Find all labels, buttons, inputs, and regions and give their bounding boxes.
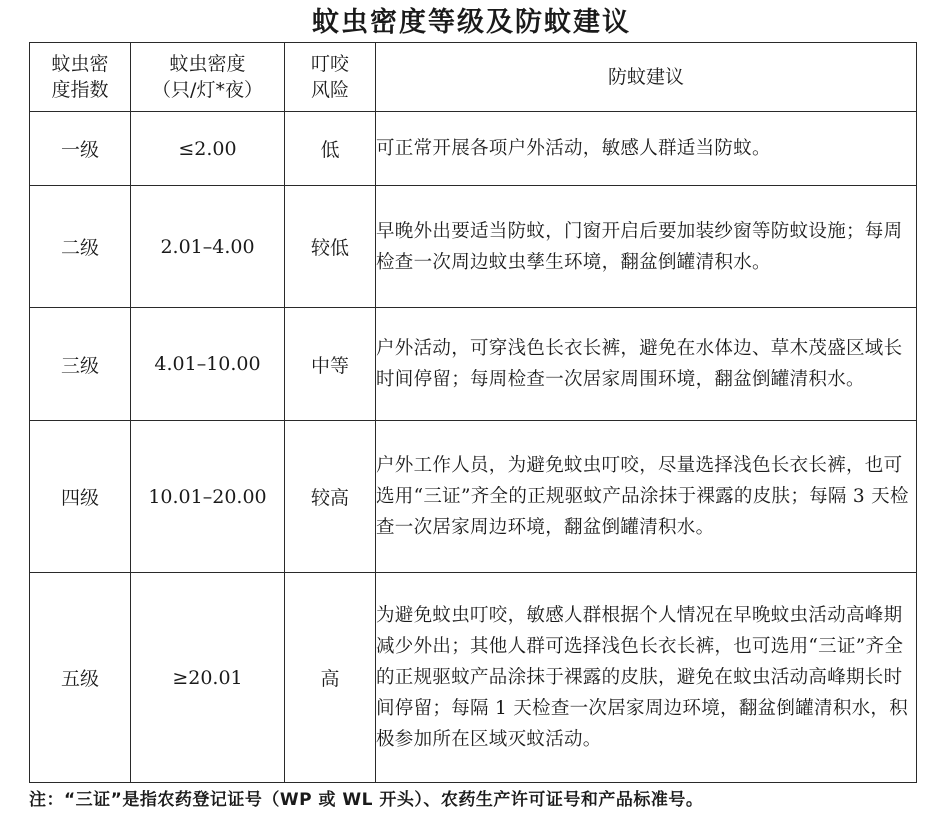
risk-cell: 中等	[285, 308, 376, 421]
header-density-value	[131, 43, 285, 112]
advice-cell: 户外工作人员，为避免蚊虫叮咬，尽量选择浅色长衣长裤，也可选用“三证”齐全的正规驱蚊产品涂抹于裸露的皮肤；每隔 3 天检查一次居家周边环境，翻盆倒罐清积水。	[376, 421, 917, 573]
header-bite-risk-line2: 风险	[310, 79, 349, 101]
risk-cell: 低	[285, 112, 376, 186]
table-row	[30, 573, 917, 783]
footnote: 注：“三证”是指农药登记证号（WP 或 WL 开头）、农药生产许可证号和产品标准号。	[29, 790, 704, 810]
density-cell: 10.01–20.00	[131, 421, 285, 573]
header-density-index-line1: 蚊虫密	[51, 53, 109, 75]
level-cell: 四级	[30, 421, 131, 573]
risk-cell: 较低	[285, 186, 376, 308]
header-advice	[376, 43, 917, 112]
advice-cell: 户外活动，可穿浅色长衣长裤，避免在水体边、草木茂盛区域长时间停留；每周检查一次居家周围环境，翻盆倒罐清积水。	[376, 308, 917, 421]
page-title: 蚊虫密度等级及防蚊建议	[312, 7, 631, 38]
density-cell: 2.01–4.00	[131, 186, 285, 308]
level-cell: 二级	[30, 186, 131, 308]
risk-cell: 高	[285, 573, 376, 783]
level-cell: 一级	[30, 112, 131, 186]
header-density-index	[30, 43, 131, 112]
table-header-row	[30, 43, 917, 112]
advice-cell: 早晚外出要适当防蚊，门窗开启后要加装纱窗等防蚊设施；每周检查一次周边蚊虫孳生环境，翻盆倒罐清积水。	[376, 186, 917, 308]
table-row	[30, 186, 917, 308]
header-density-value-line2: （只/灯*夜）	[152, 79, 263, 101]
table-row	[30, 308, 917, 421]
level-cell: 三级	[30, 308, 131, 421]
header-advice-label: 防蚊建议	[607, 66, 684, 88]
header-bite-risk	[285, 43, 376, 112]
mosquito-density-table	[29, 42, 917, 783]
header-bite-risk-line1: 叮咬	[310, 53, 349, 75]
density-cell: 4.01–10.00	[131, 308, 285, 421]
advice-cell: 可正常开展各项户外活动，敏感人群适当防蚊。	[376, 112, 917, 186]
risk-cell: 较高	[285, 421, 376, 573]
table-row	[30, 112, 917, 186]
density-cell: ≥20.01	[131, 573, 285, 783]
density-cell: ≤2.00	[131, 112, 285, 186]
level-cell: 五级	[30, 573, 131, 783]
table-row	[30, 421, 917, 573]
header-density-index-line2: 度指数	[51, 79, 109, 101]
advice-cell: 为避免蚊虫叮咬，敏感人群根据个人情况在早晚蚊虫活动高峰期减少外出；其他人群可选择浅色长衣长裤，也可选用“三证”齐全的正规驱蚊产品涂抹于裸露的皮肤，避免在蚊虫活动高峰期长时间停留；每隔 1 天检查一次居家周边环境，翻盆倒罐清积水，积极参加所在区域灭蚊活动。	[376, 573, 917, 783]
header-density-value-line1: 蚊虫密度	[169, 53, 246, 75]
